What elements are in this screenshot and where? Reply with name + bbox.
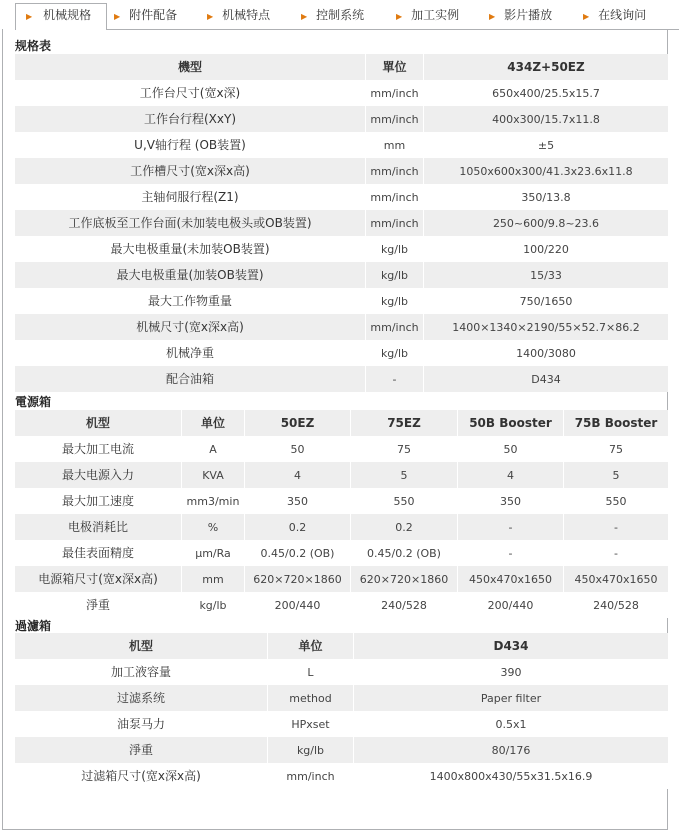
filter-table-body [15, 659, 668, 789]
cell-value: 50 [244, 436, 350, 462]
table-row [15, 236, 668, 262]
row-label: 最大工作物重量 [15, 288, 365, 314]
column-header: 75B Booster [563, 410, 668, 436]
cell-value: mm/inch [365, 158, 423, 184]
arrow-right-icon: ▶ [114, 12, 121, 21]
table-row [15, 514, 668, 540]
row-label: 电源箱尺寸(宽x深x高) [15, 566, 181, 592]
row-label: 淨重 [15, 592, 181, 618]
table-row [15, 592, 668, 618]
row-label: 加工液容量 [15, 659, 267, 685]
cell-value: 75 [350, 436, 457, 462]
column-header: 50B Booster [457, 410, 563, 436]
tab-control-system[interactable] [301, 4, 364, 26]
tab-label: 机械规格 [43, 8, 92, 22]
row-label: 机械尺寸(宽x深x高) [15, 314, 365, 340]
row-label: 过滤箱尺寸(宽x深x高) [15, 763, 267, 789]
cell-value: 350 [457, 488, 563, 514]
tab-label: 机械特点 [222, 8, 271, 22]
cell-value: 200/440 [457, 592, 563, 618]
cell-value: 450x470x1650 [457, 566, 563, 592]
cell-value: - [365, 366, 423, 392]
cell-value: 240/528 [563, 592, 668, 618]
cell-value: mm/inch [365, 106, 423, 132]
power-table [15, 410, 668, 436]
column-header: 單位 [365, 54, 423, 80]
table-row [15, 314, 668, 340]
tab-examples[interactable] [396, 4, 459, 26]
table-row [15, 566, 668, 592]
cell-value: 0.2 [350, 514, 457, 540]
tab-machine-specs[interactable] [15, 3, 107, 30]
cell-value: kg/lb [365, 262, 423, 288]
section-title-spec: 规格表 [15, 39, 52, 53]
cell-value: mm/inch [365, 184, 423, 210]
cell-value: 200/440 [244, 592, 350, 618]
arrow-right-icon: ▶ [489, 12, 496, 21]
arrow-right-icon: ▶ [396, 12, 403, 21]
table-header-row [15, 633, 668, 659]
cell-value: 4 [457, 462, 563, 488]
column-header: 75EZ [350, 410, 457, 436]
cell-value: 240/528 [350, 592, 457, 618]
table-row [15, 132, 668, 158]
table-row [15, 659, 668, 685]
section-title-power: 電源箱 [15, 395, 52, 409]
cell-value: mm/inch [365, 314, 423, 340]
column-header: 50EZ [244, 410, 350, 436]
cell-value: - [563, 540, 668, 566]
column-header: 434Z+50EZ [423, 54, 668, 80]
cell-value: HPxset [267, 711, 353, 737]
arrow-right-icon: ▶ [301, 12, 308, 21]
cell-value: mm3/min [181, 488, 244, 514]
spec-table-body [15, 80, 668, 392]
tab-label: 加工实例 [411, 8, 460, 22]
row-label: 最大电极重量(未加装OB装置) [15, 236, 365, 262]
table-row [15, 184, 668, 210]
column-header: 機型 [15, 54, 365, 80]
table-row [15, 80, 668, 106]
table-row [15, 462, 668, 488]
cell-value: L [267, 659, 353, 685]
cell-value: 0.45/0.2 (OB) [244, 540, 350, 566]
row-label: 电极消耗比 [15, 514, 181, 540]
column-header: 单位 [267, 633, 353, 659]
tab-label: 控制系统 [316, 8, 365, 22]
row-label: 工作台尺寸(宽x深) [15, 80, 365, 106]
row-label: 机械净重 [15, 340, 365, 366]
cell-value: 450x470x1650 [563, 566, 668, 592]
table-row [15, 340, 668, 366]
cell-value: 1400x800x430/55x31.5x16.9 [353, 763, 668, 789]
table-row [15, 763, 668, 789]
filter-table [15, 633, 668, 659]
row-label: 油泵马力 [15, 711, 267, 737]
tab-label: 在线询问 [598, 8, 647, 22]
cell-value: 550 [350, 488, 457, 514]
cell-value: mm/inch [365, 210, 423, 236]
tab-label: 附件配备 [129, 8, 178, 22]
cell-value: 620×720×1860 [350, 566, 457, 592]
table-row [15, 488, 668, 514]
cell-value: 80/176 [353, 737, 668, 763]
cell-value: μm/Ra [181, 540, 244, 566]
table-row [15, 540, 668, 566]
row-label: 主轴伺服行程(Z1) [15, 184, 365, 210]
cell-value: 1400×1340×2190/55×52.7×86.2 [423, 314, 668, 340]
tab-bar [0, 0, 680, 30]
spec-table [15, 54, 668, 80]
cell-value: kg/lb [365, 288, 423, 314]
tab-label: 影片播放 [504, 8, 553, 22]
tab-inquiry[interactable] [583, 4, 646, 26]
tab-videos[interactable] [489, 4, 552, 26]
table-row [15, 210, 668, 236]
row-label: 最大电极重量(加装OB装置) [15, 262, 365, 288]
cell-value: 620×720×1860 [244, 566, 350, 592]
cell-value: 750/1650 [423, 288, 668, 314]
table-header-row [15, 54, 668, 80]
column-header: 机型 [15, 633, 267, 659]
row-label: 工作台行程(XxY) [15, 106, 365, 132]
cell-value: kg/lb [365, 236, 423, 262]
cell-value: 250~600/9.8~23.6 [423, 210, 668, 236]
cell-value: - [457, 540, 563, 566]
cell-value: 650x400/25.5x15.7 [423, 80, 668, 106]
cell-value: mm/inch [365, 80, 423, 106]
cell-value: 15/33 [423, 262, 668, 288]
row-label: 最大加工电流 [15, 436, 181, 462]
cell-value: - [457, 514, 563, 540]
row-label: 过滤系统 [15, 685, 267, 711]
cell-value: 390 [353, 659, 668, 685]
power-table-body [15, 436, 668, 618]
row-label: 配合油箱 [15, 366, 365, 392]
table-row [15, 288, 668, 314]
cell-value: 350/13.8 [423, 184, 668, 210]
cell-value: kg/lb [181, 592, 244, 618]
arrow-right-icon: ▶ [26, 12, 33, 21]
table-row [15, 158, 668, 184]
cell-value: 0.45/0.2 (OB) [350, 540, 457, 566]
cell-value: KVA [181, 462, 244, 488]
tab-features[interactable] [207, 4, 270, 26]
cell-value: mm [365, 132, 423, 158]
cell-value: Paper filter [353, 685, 668, 711]
cell-value: ±5 [423, 132, 668, 158]
column-header: D434 [353, 633, 668, 659]
cell-value: 50 [457, 436, 563, 462]
row-label: U,V轴行程 (OB装置) [15, 132, 365, 158]
cell-value: mm [181, 566, 244, 592]
cell-value: 100/220 [423, 236, 668, 262]
cell-value: % [181, 514, 244, 540]
arrow-right-icon: ▶ [583, 12, 590, 21]
cell-value: kg/lb [267, 737, 353, 763]
cell-value: D434 [423, 366, 668, 392]
tab-accessories[interactable] [114, 4, 177, 26]
table-row [15, 711, 668, 737]
cell-value: 1050x600x300/41.3x23.6x11.8 [423, 158, 668, 184]
table-row [15, 262, 668, 288]
cell-value: 4 [244, 462, 350, 488]
row-label: 工作槽尺寸(宽x深x高) [15, 158, 365, 184]
cell-value: 5 [563, 462, 668, 488]
table-row [15, 737, 668, 763]
section-title-filter: 過濾箱 [15, 619, 52, 633]
cell-value: - [563, 514, 668, 540]
row-label: 最大电源入力 [15, 462, 181, 488]
cell-value: method [267, 685, 353, 711]
row-label: 淨重 [15, 737, 267, 763]
cell-value: 350 [244, 488, 350, 514]
cell-value: 5 [350, 462, 457, 488]
row-label: 最佳表面精度 [15, 540, 181, 566]
table-row [15, 685, 668, 711]
cell-value: A [181, 436, 244, 462]
cell-value: 550 [563, 488, 668, 514]
cell-value: mm/inch [267, 763, 353, 789]
cell-value: kg/lb [365, 340, 423, 366]
cell-value: 0.5x1 [353, 711, 668, 737]
column-header: 机型 [15, 410, 181, 436]
cell-value: 75 [563, 436, 668, 462]
table-row [15, 106, 668, 132]
row-label: 最大加工速度 [15, 488, 181, 514]
row-label: 工作底板至工作台面(未加装电极头或OB装置) [15, 210, 365, 236]
table-row [15, 366, 668, 392]
cell-value: 1400/3080 [423, 340, 668, 366]
table-row [15, 436, 668, 462]
table-header-row [15, 410, 668, 436]
cell-value: 400x300/15.7x11.8 [423, 106, 668, 132]
column-header: 单位 [181, 410, 244, 436]
arrow-right-icon: ▶ [207, 12, 214, 21]
cell-value: 0.2 [244, 514, 350, 540]
